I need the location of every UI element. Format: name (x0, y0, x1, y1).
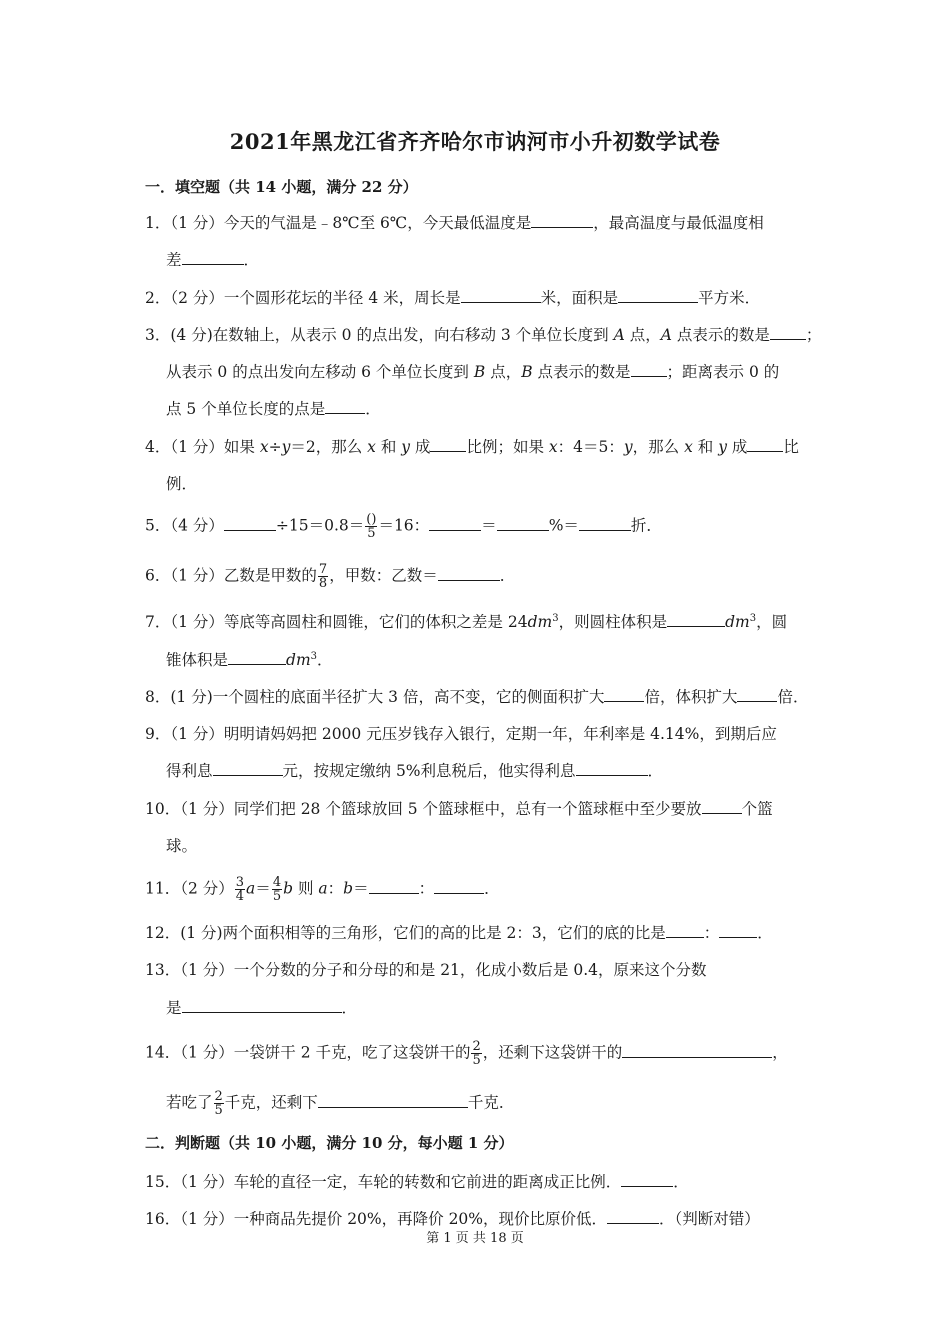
question-13-cont: 是 ． (166, 999, 358, 1017)
fraction: $\frac{2}{5}$ (214, 1089, 223, 1118)
question-9: 9．（1 分）明明请妈妈把 2000 元压岁钱存入银行，定期一年，年利率是 4.14%，到期后应 (145, 725, 777, 743)
question-3-cont: 从表示 0 的点出发向左移动 6 个单位长度到 B 点，B 点表示的数是 ；距离表示 0 的 (166, 363, 780, 381)
answer-blank[interactable] (224, 516, 276, 531)
answer-blank[interactable] (579, 516, 631, 531)
question-7-cont: 锥体积是 $dm^3$． (166, 650, 333, 669)
answer-blank[interactable] (497, 516, 549, 531)
section-heading-true-false: 二．判断题（共 10 小题，满分 10 分，每小题 1 分） (145, 1134, 514, 1152)
question-14: 14．（1 分）一袋饼干 2 千克，吃了这袋饼干的 $\frac{2}{5}$ ，还剩下这袋饼干的 ， (145, 1039, 788, 1068)
answer-blank[interactable] (429, 516, 481, 531)
question-15: 15．（1 分）车轮的直径一定，车轮的转数和它前进的距离成正比例． ． (145, 1173, 689, 1191)
question-10: 10．（1 分）同学们把 28 个篮球放回 5 个篮球框中，总有一个篮球框中至少要放 个篮 (145, 800, 773, 818)
answer-blank[interactable] (531, 213, 593, 228)
answer-blank[interactable] (325, 399, 365, 414)
answer-blank[interactable] (737, 687, 777, 702)
answer-blank[interactable] (369, 879, 419, 894)
question-5: 5．（4 分） ÷15＝0.8＝ $\frac{()}{5}$ ＝16： ＝ %＝ 折． (145, 512, 662, 541)
question-3: 3．(4 分)在数轴上，从表示 0 的点出发，向右移动 3 个单位长度到 A 点，A 点表示的数是 ； (145, 326, 822, 344)
question-3-cont: 点 5 个单位长度的点是 ． (166, 400, 381, 418)
answer-blank[interactable] (438, 566, 500, 581)
question-10-cont: 球。 (166, 837, 198, 855)
fraction: $\frac{2}{5}$ (472, 1039, 481, 1068)
answer-blank[interactable] (430, 437, 466, 452)
fraction: $\frac{()}{5}$ (366, 512, 377, 541)
question-1-cont: 差 ． (166, 251, 260, 269)
question-6: 6．（1 分）乙数是甲数的 $\frac{7}{8}$ ，甲数：乙数＝ ． (145, 562, 516, 591)
question-4-cont: 例． (166, 475, 198, 493)
answer-blank[interactable] (461, 288, 541, 303)
section-heading-fill-in: 一．填空题（共 14 小题，满分 22 分） (145, 178, 418, 196)
question-14-cont: 若吃了 $\frac{2}{5}$ 千克，还剩下 千克． (166, 1089, 515, 1118)
answer-blank[interactable] (182, 998, 342, 1013)
fraction: $\frac{4}{5}$ (272, 875, 282, 904)
answer-blank[interactable] (576, 761, 648, 776)
question-9-cont: 得利息 元，按规定缴纳 5%利息税后，他实得利息 ． (166, 762, 664, 780)
answer-blank[interactable] (770, 325, 806, 340)
fraction: $\frac{3}{4}$ (235, 875, 245, 904)
fraction: $\frac{7}{8}$ (318, 562, 328, 591)
question-2: 2．（2 分）一个圆形花坛的半径 4 米，周长是 米，面积是 平方米． (145, 289, 761, 307)
answer-blank[interactable] (618, 288, 698, 303)
question-12: 12．(1 分)两个面积相等的三角形，它们的高的比是 2：3，它们的底的比是 ： ． (145, 924, 773, 942)
question-13: 13．（1 分）一个分数的分子和分母的和是 21，化成小数后是 0.4，原来这个分数 (145, 961, 707, 979)
answer-blank[interactable] (719, 923, 757, 938)
answer-blank[interactable] (213, 761, 283, 776)
answer-blank[interactable] (667, 612, 725, 627)
page-footer: 第 1 页 共 18 页 (426, 1231, 524, 1246)
answer-blank[interactable] (228, 650, 286, 665)
answer-blank[interactable] (604, 687, 644, 702)
page-title: 2021年黑龙江省齐齐哈尔市讷河市小升初数学试卷 (229, 129, 721, 154)
question-11: 11．（2 分） $\frac{3}{4}$ a＝ $\frac{4}{5}$ b 则 a：b＝ ： ． (145, 875, 500, 904)
question-7: 7．（1 分）等底等高圆柱和圆锥，它们的体积之差是 $24dm^3$，则圆柱体积是 $dm^3$，圆 (145, 612, 788, 631)
answer-blank[interactable] (318, 1093, 468, 1108)
answer-blank[interactable] (621, 1172, 673, 1187)
question-1: 1．（1 分）今天的气温是﹣8℃至 6℃，今天最低温度是 ，最高温度与最低温度相 (145, 214, 764, 232)
question-8: 8．(1 分)一个圆柱的底面半径扩大 3 倍，高不变，它的侧面积扩大 倍，体积扩大 倍． (145, 688, 809, 706)
answer-blank[interactable] (607, 1209, 659, 1224)
answer-blank[interactable] (631, 362, 667, 377)
question-16: 16．（1 分）一种商品先提价 20%，再降价 20%，现价比原价低． ．（判断对错） (145, 1210, 760, 1228)
answer-blank[interactable] (702, 799, 742, 814)
answer-blank[interactable] (622, 1043, 772, 1058)
answer-blank[interactable] (434, 879, 484, 894)
answer-blank[interactable] (666, 923, 704, 938)
answer-blank[interactable] (182, 250, 244, 265)
question-4: 4．（1 分）如果 x÷y＝2，那么 x 和 y 成 比例；如果 x：4＝5：y，那么 x 和 y 成 比 (145, 438, 799, 456)
answer-blank[interactable] (747, 437, 783, 452)
